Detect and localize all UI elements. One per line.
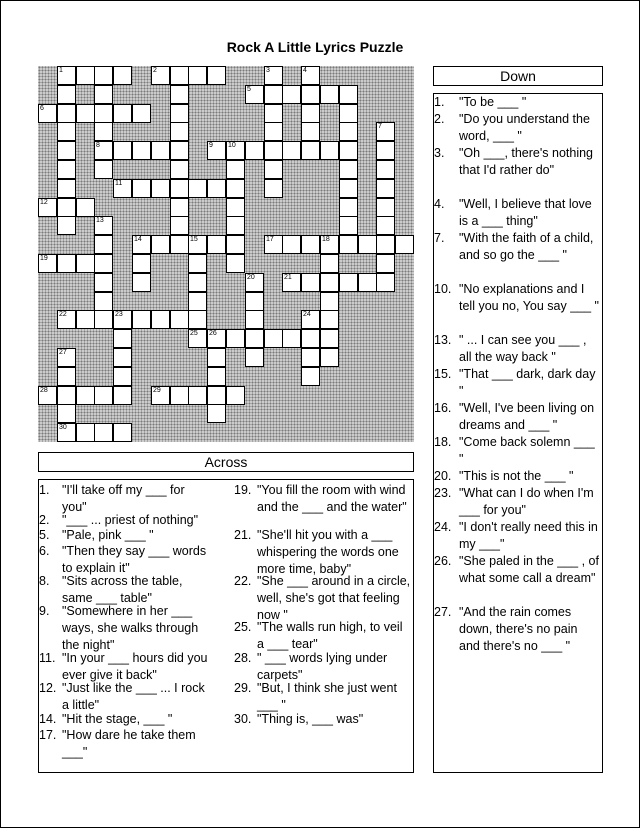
clue-text: "But, I think she just went ___ ": [257, 681, 397, 712]
grid-cell[interactable]: [207, 367, 226, 386]
clue-text: "___ ... priest of nothing": [62, 513, 199, 527]
grid-cell[interactable]: [94, 141, 113, 160]
grid-cell[interactable]: [264, 235, 283, 254]
down-header: Down: [433, 66, 603, 86]
grid-cell[interactable]: [57, 141, 76, 160]
cell-number: 11: [115, 180, 123, 187]
clue-number: 28.: [234, 651, 252, 665]
cell-number: 19: [40, 255, 48, 262]
clue-text: "To be ___ ": [459, 95, 527, 109]
grid-cell[interactable]: [320, 348, 339, 367]
cell-number: 3: [266, 67, 270, 74]
grid-cell[interactable]: [376, 179, 395, 198]
clue-text: "She ___ around in a circle, well, she's got that feeling now ": [257, 574, 411, 622]
grid-cell[interactable]: [207, 386, 226, 405]
clue-text: "In your ___ hours did you ever give it back": [62, 651, 208, 682]
cell-number: 28: [40, 387, 48, 394]
clue-text: "And the rain comes down, there's no pain and there's no ___ ": [459, 605, 578, 653]
grid-cell[interactable]: [132, 141, 151, 160]
cell-number: 10: [228, 142, 236, 149]
cell-number: 6: [40, 105, 44, 112]
grid-cell[interactable]: [207, 404, 226, 423]
grid-cell[interactable]: [376, 122, 395, 141]
clue-text: "Well, I've been living on dreams and ___ ": [459, 401, 595, 432]
grid-cell[interactable]: [170, 310, 189, 329]
across-header: Across: [38, 452, 414, 472]
clue-number: 23.: [434, 486, 452, 500]
grid-cell[interactable]: [170, 179, 189, 198]
clue-number: 26.: [434, 554, 452, 568]
grid-cell[interactable]: [113, 329, 132, 348]
grid-cell[interactable]: [264, 329, 283, 348]
clue-number: 15.: [434, 367, 452, 381]
grid-cell[interactable]: [264, 179, 283, 198]
clue-text: "Hit the stage, ___ ": [62, 712, 173, 726]
cell-number: 18: [322, 236, 330, 243]
cell-number: 5: [247, 86, 251, 93]
grid-cell[interactable]: [301, 235, 320, 254]
grid-cell[interactable]: [339, 141, 358, 160]
grid-cell[interactable]: [94, 122, 113, 141]
clue-text: "I'll take off my ___ for you": [62, 483, 185, 514]
grid-cell[interactable]: [151, 179, 170, 198]
grid-cell[interactable]: [226, 235, 245, 254]
grid-cell[interactable]: [38, 198, 57, 217]
grid-cell[interactable]: [282, 329, 301, 348]
puzzle-title: Rock A Little Lyrics Puzzle: [226, 39, 404, 55]
grid-cell[interactable]: [282, 141, 301, 160]
clue-number: 7.: [434, 231, 445, 245]
across-clues-panel: [38, 479, 414, 773]
grid-cell[interactable]: [113, 423, 132, 442]
grid-cell[interactable]: [94, 85, 113, 104]
grid-cell[interactable]: [188, 273, 207, 292]
grid-cell[interactable]: [358, 273, 377, 292]
grid-cell[interactable]: [320, 235, 339, 254]
clue-text: "Oh ___, there's nothing that I'd rather do": [459, 146, 593, 177]
grid-cell[interactable]: [188, 292, 207, 311]
grid-cell[interactable]: [170, 122, 189, 141]
grid-cell[interactable]: [151, 141, 170, 160]
grid-cell[interactable]: [76, 254, 95, 273]
grid-cell[interactable]: [76, 423, 95, 442]
grid-cell[interactable]: [339, 216, 358, 235]
cell-number: 9: [209, 142, 213, 149]
grid-cell[interactable]: [94, 310, 113, 329]
grid-cell[interactable]: [226, 179, 245, 198]
grid-cell[interactable]: [339, 104, 358, 123]
grid-cell[interactable]: [57, 367, 76, 386]
grid-cell[interactable]: [226, 160, 245, 179]
clue-text: "Pale, pink ___ ": [62, 528, 154, 542]
clue-number: 10.: [434, 282, 452, 296]
grid-cell[interactable]: [320, 273, 339, 292]
grid-cell[interactable]: [94, 216, 113, 235]
grid-cell[interactable]: [38, 386, 57, 405]
clue-number: 6.: [39, 544, 50, 558]
clue-number: 22.: [234, 574, 252, 588]
grid-cell[interactable]: [226, 329, 245, 348]
grid-cell[interactable]: [132, 254, 151, 273]
grid-cell[interactable]: [245, 141, 264, 160]
cell-number: 21: [284, 274, 292, 281]
grid-cell[interactable]: [57, 386, 76, 405]
grid-cell[interactable]: [170, 66, 189, 85]
cell-number: 26: [209, 330, 217, 337]
clue-text: "The walls run high, to veil a ___ tear": [257, 620, 403, 651]
clue-number: 30.: [234, 712, 252, 726]
grid-cell[interactable]: [113, 386, 132, 405]
clue-number: 13.: [434, 333, 452, 347]
grid-cell[interactable]: [188, 235, 207, 254]
grid-cell[interactable]: [301, 66, 320, 85]
grid-cell[interactable]: [301, 310, 320, 329]
grid-cell[interactable]: [301, 273, 320, 292]
grid-cell[interactable]: [226, 216, 245, 235]
grid-cell[interactable]: [358, 235, 377, 254]
grid-cell[interactable]: [151, 386, 170, 405]
grid-cell[interactable]: [264, 122, 283, 141]
clue-number: 17.: [39, 728, 57, 742]
grid-cell[interactable]: [339, 122, 358, 141]
crossword-grid: [38, 66, 414, 442]
grid-cell[interactable]: [94, 104, 113, 123]
grid-cell[interactable]: [132, 235, 151, 254]
grid-cell[interactable]: [57, 348, 76, 367]
clue-text: "Well, I believe that love is a ___ thing": [459, 197, 592, 228]
grid-cell[interactable]: [94, 386, 113, 405]
cell-number: 13: [96, 217, 104, 224]
grid-cell[interactable]: [320, 329, 339, 348]
grid-cell[interactable]: [301, 367, 320, 386]
grid-cell[interactable]: [188, 310, 207, 329]
cell-number: 17: [266, 236, 274, 243]
clue-text: "Do you understand the word, ___ ": [459, 112, 590, 143]
grid-cell[interactable]: [376, 273, 395, 292]
cell-number: 24: [303, 311, 311, 318]
grid-cell[interactable]: [207, 235, 226, 254]
grid-cell[interactable]: [170, 386, 189, 405]
grid-cell[interactable]: [170, 198, 189, 217]
clue-text: "Sits across the table, same ___ table": [62, 574, 183, 605]
grid-cell[interactable]: [57, 198, 76, 217]
grid-cell[interactable]: [57, 404, 76, 423]
clue-number: 14.: [39, 712, 57, 726]
grid-cell[interactable]: [339, 85, 358, 104]
grid-cell[interactable]: [320, 85, 339, 104]
clue-number: 3.: [434, 146, 445, 160]
clue-number: 4.: [434, 197, 445, 211]
grid-cell[interactable]: [38, 254, 57, 273]
cell-number: 14: [134, 236, 142, 243]
grid-cell[interactable]: [94, 235, 113, 254]
grid-cell[interactable]: [376, 235, 395, 254]
grid-cell[interactable]: [151, 235, 170, 254]
grid-cell[interactable]: [113, 179, 132, 198]
grid-cell[interactable]: [170, 85, 189, 104]
grid-cell[interactable]: [57, 254, 76, 273]
grid-cell[interactable]: [132, 104, 151, 123]
cell-number: 30: [59, 424, 67, 431]
grid-cell[interactable]: [264, 160, 283, 179]
grid-cell[interactable]: [76, 386, 95, 405]
grid-cell[interactable]: [57, 423, 76, 442]
cell-number: 12: [40, 199, 48, 206]
grid-cell[interactable]: [94, 423, 113, 442]
grid-cell[interactable]: [113, 104, 132, 123]
clue-text: "Just like the ___ ... I rock a little": [62, 681, 205, 712]
grid-cell[interactable]: [113, 141, 132, 160]
clue-text: "Then they say ___ words to explain it": [62, 544, 207, 575]
grid-cell[interactable]: [151, 310, 170, 329]
grid-cell[interactable]: [339, 198, 358, 217]
grid-cell[interactable]: [132, 179, 151, 198]
grid-cell[interactable]: [207, 329, 226, 348]
clue-text: "What can I do when I'm ___ for you": [459, 486, 594, 517]
clue-text: "She paled in the ___ , of what some call a dream": [459, 554, 599, 585]
down-clues-panel: [433, 93, 603, 773]
clue-number: 27.: [434, 605, 452, 619]
clue-text: "Come back solemn ___ ": [459, 435, 595, 466]
clue-number: 16.: [434, 401, 452, 415]
clue-number: 29.: [234, 681, 252, 695]
grid-cell[interactable]: [57, 179, 76, 198]
clue-text: "No explanations and I tell you no, You say ___ ": [459, 282, 599, 313]
clue-text: "I don't really need this in my ___": [459, 520, 598, 551]
grid-cell[interactable]: [207, 179, 226, 198]
grid-cell[interactable]: [339, 179, 358, 198]
clue-number: 12.: [39, 681, 57, 695]
grid-cell[interactable]: [226, 198, 245, 217]
grid-cell[interactable]: [113, 310, 132, 329]
grid-cell[interactable]: [320, 310, 339, 329]
grid-cell[interactable]: [339, 160, 358, 179]
grid-cell[interactable]: [226, 254, 245, 273]
grid-cell[interactable]: [170, 235, 189, 254]
grid-cell[interactable]: [320, 254, 339, 273]
grid-cell[interactable]: [339, 235, 358, 254]
grid-cell[interactable]: [264, 85, 283, 104]
clue-text: " ___ words lying under carpets": [257, 651, 388, 682]
grid-cell[interactable]: [301, 85, 320, 104]
grid-cell[interactable]: [301, 141, 320, 160]
grid-cell[interactable]: [94, 273, 113, 292]
grid-cell[interactable]: [376, 198, 395, 217]
clue-number: 20.: [434, 469, 452, 483]
grid-cell[interactable]: [264, 66, 283, 85]
grid-cell[interactable]: [132, 273, 151, 292]
cell-number: 23: [115, 311, 123, 318]
clue-number: 2.: [39, 513, 50, 527]
cell-number: 4: [303, 67, 307, 74]
clue-number: 19.: [234, 483, 252, 497]
cell-number: 29: [153, 387, 161, 394]
grid-cell[interactable]: [57, 104, 76, 123]
clue-number: 8.: [39, 574, 50, 588]
grid-cell[interactable]: [76, 198, 95, 217]
grid-cell[interactable]: [188, 386, 207, 405]
clue-text: "That ___ dark, dark day ": [459, 367, 596, 398]
grid-cell[interactable]: [301, 104, 320, 123]
grid-cell[interactable]: [188, 254, 207, 273]
grid-cell[interactable]: [57, 216, 76, 235]
clue-number: 9.: [39, 604, 50, 618]
grid-cell[interactable]: [76, 66, 95, 85]
grid-cell[interactable]: [301, 348, 320, 367]
cell-number: 7: [378, 123, 382, 130]
grid-cell[interactable]: [376, 254, 395, 273]
cell-number: 25: [190, 330, 198, 337]
grid-cell[interactable]: [94, 66, 113, 85]
cell-number: 2: [153, 67, 157, 74]
cell-number: 8: [96, 142, 100, 149]
grid-cell[interactable]: [376, 160, 395, 179]
grid-cell[interactable]: [170, 104, 189, 123]
grid-cell[interactable]: [282, 235, 301, 254]
grid-cell[interactable]: [301, 329, 320, 348]
clue-text: "She'll hit you with a ___ whispering the words one more time, baby": [257, 528, 399, 576]
clue-text: "You fill the room with wind and the ___ and the water": [257, 483, 407, 514]
grid-cell[interactable]: [264, 104, 283, 123]
grid-cell[interactable]: [245, 348, 264, 367]
grid-cell[interactable]: [320, 141, 339, 160]
grid-cell[interactable]: [282, 85, 301, 104]
grid-cell[interactable]: [395, 235, 414, 254]
grid-cell[interactable]: [94, 292, 113, 311]
grid-cell[interactable]: [113, 348, 132, 367]
grid-cell[interactable]: [57, 66, 76, 85]
grid-cell[interactable]: [245, 310, 264, 329]
grid-cell[interactable]: [132, 310, 151, 329]
grid-cell[interactable]: [207, 66, 226, 85]
grid-cell[interactable]: [94, 160, 113, 179]
clue-number: 5.: [39, 528, 50, 542]
clue-text: "This is not the ___ ": [459, 469, 574, 483]
grid-cell[interactable]: [38, 104, 57, 123]
clue-number: 2.: [434, 112, 445, 126]
grid-cell[interactable]: [301, 122, 320, 141]
grid-cell[interactable]: [245, 329, 264, 348]
grid-cell[interactable]: [245, 273, 264, 292]
grid-cell[interactable]: [57, 85, 76, 104]
grid-cell[interactable]: [188, 179, 207, 198]
clue-number: 1.: [39, 483, 50, 497]
clue-text: "Somewhere in her ___ ways, she walks through the night": [62, 604, 199, 652]
clue-text: "How dare he take them ___": [62, 728, 196, 759]
clue-text: "With the faith of a child, and so go the ___ ": [459, 231, 594, 262]
clue-number: 21.: [234, 528, 252, 542]
grid-cell[interactable]: [245, 292, 264, 311]
grid-cell[interactable]: [339, 273, 358, 292]
clue-number: 11.: [39, 651, 56, 665]
grid-cell[interactable]: [264, 141, 283, 160]
cell-number: 15: [190, 236, 198, 243]
grid-cell[interactable]: [376, 216, 395, 235]
cell-number: 27: [59, 349, 67, 356]
cell-number: 1: [59, 67, 63, 74]
grid-cell[interactable]: [57, 310, 76, 329]
cell-number: 20: [247, 274, 255, 281]
grid-cell[interactable]: [226, 141, 245, 160]
clue-number: 25.: [234, 620, 252, 634]
clue-number: 18.: [434, 435, 452, 449]
grid-cell[interactable]: [170, 216, 189, 235]
grid-cell[interactable]: [188, 66, 207, 85]
clue-number: 24.: [434, 520, 452, 534]
grid-cell[interactable]: [170, 160, 189, 179]
grid-cell[interactable]: [151, 66, 170, 85]
grid-cell[interactable]: [376, 141, 395, 160]
grid-cell[interactable]: [57, 160, 76, 179]
grid-cell[interactable]: [245, 85, 264, 104]
grid-cell[interactable]: [57, 122, 76, 141]
grid-cell[interactable]: [207, 141, 226, 160]
grid-cell[interactable]: [170, 141, 189, 160]
clue-text: " ... I can see you ___ , all the way back ": [459, 333, 587, 364]
grid-cell[interactable]: [226, 386, 245, 405]
grid-cell[interactable]: [94, 254, 113, 273]
grid-cell[interactable]: [282, 273, 301, 292]
grid-cell[interactable]: [76, 104, 95, 123]
cell-number: 22: [59, 311, 67, 318]
clue-text: "Thing is, ___ was": [257, 712, 364, 726]
grid-cell[interactable]: [320, 292, 339, 311]
grid-cell[interactable]: [113, 66, 132, 85]
clue-number: 1.: [434, 95, 445, 109]
grid-cell[interactable]: [76, 310, 95, 329]
grid-cell[interactable]: [188, 329, 207, 348]
grid-cell[interactable]: [113, 367, 132, 386]
grid-cell[interactable]: [207, 348, 226, 367]
